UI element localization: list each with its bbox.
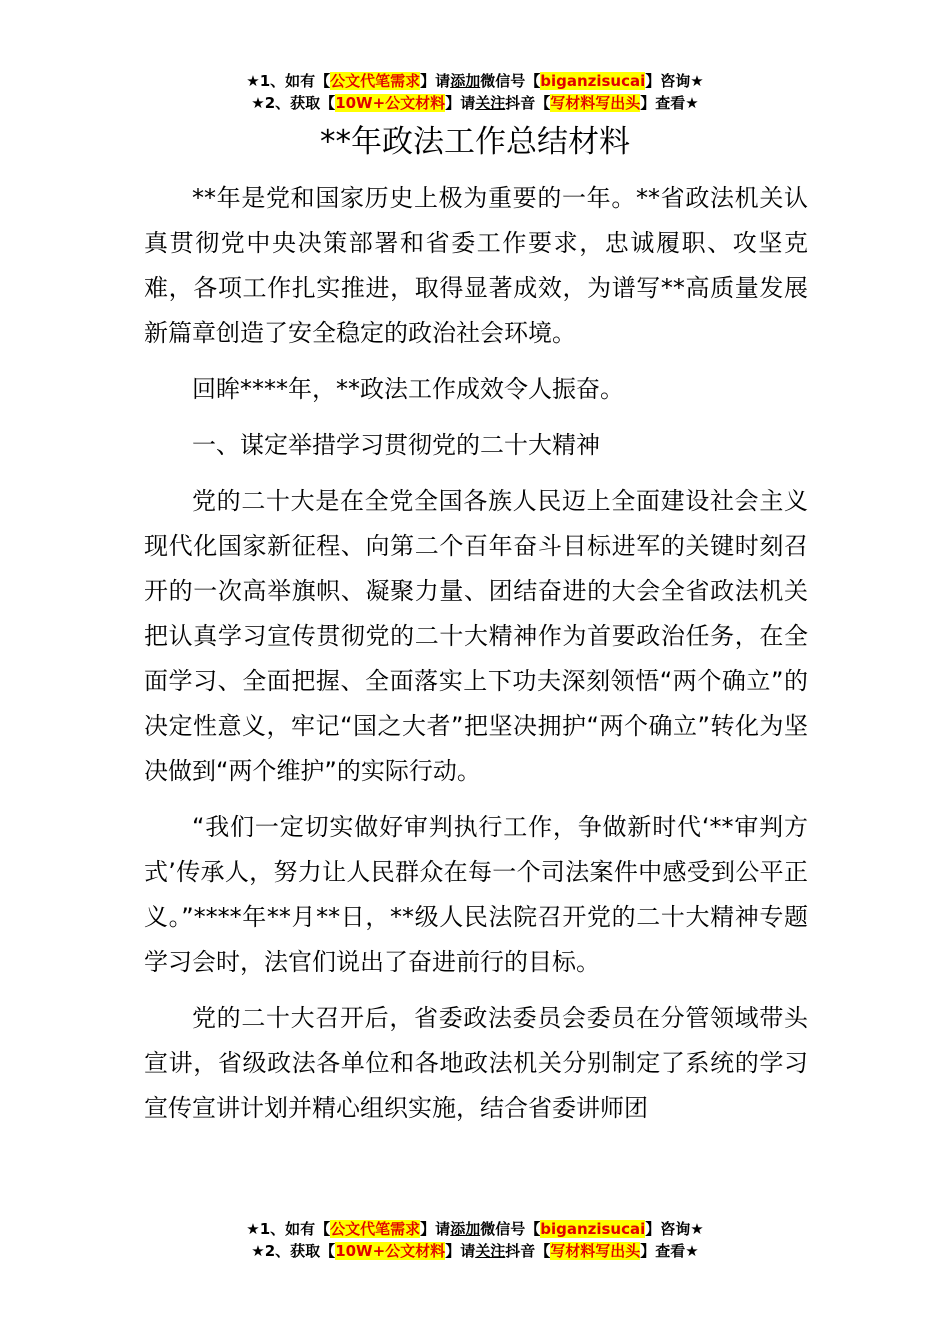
banner-text: 抖音【: [505, 94, 551, 112]
banner-text: 微信号【: [480, 72, 541, 90]
paragraph-quote: “我们一定切实做好审判执行工作，争做新时代‘**审判方式’传承人，努力让人民群众在每一个司法案件中感受到公平正义。”****年**月**日，**级人民法院召开党的二十大精神专题学习会时，法官们说出了奋进前行的目标。: [144, 813, 808, 976]
highlight-text: 公文代笔需求: [330, 1220, 421, 1238]
footer-banner: [0, 1218, 950, 1262]
underlined-text: 添加: [450, 72, 481, 90]
banner-text: ★1、如有【: [246, 1220, 331, 1238]
header-banner: [0, 70, 950, 114]
paragraph-review: 回眸****年，**政法工作成效令人振奋。: [192, 375, 624, 403]
wechat-id: biganzisucai: [540, 72, 646, 90]
banner-line-1: [0, 70, 950, 92]
banner-text: 】请: [445, 94, 476, 112]
document-body: [144, 176, 808, 1142]
paragraph-congress: 党的二十大是在全党全国各族人民迈上全面建设社会主义现代化国家新征程、向第二个百年奋斗目标进军的关键时刻召开的一次高举旗帜、凝聚力量、团结奋进的大会全省政法机关把认真学习宣传贯彻党的二十大精神作为首要政治任务，在全面学习、全面把握、全面落实上下功夫深刻领悟“两个确立”的决定性意义，牢记“国之大者”把坚决拥护“两个确立”转化为坚决做到“两个维护”的实际行动。: [144, 487, 808, 785]
banner-text: 】查看★: [640, 94, 699, 112]
underlined-text: 关注: [475, 94, 506, 112]
document-title: **年政法工作总结材料: [320, 124, 630, 160]
banner-text: ★1、如有【: [246, 72, 331, 90]
banner-text: 】查看★: [640, 1242, 699, 1260]
banner-text: 】请: [420, 1220, 451, 1238]
douyin-name: 写材料写出头: [550, 1242, 641, 1260]
paragraph-intro: **年是党和国家历史上极为重要的一年。**省政法机关认真贯彻党中央决策部署和省委工作要求，忠诚履职、攻坚克难，各项工作扎实推进，取得显著成效，为谱写**高质量发展新篇章创造了安全稳定的政治社会环境。: [144, 184, 808, 347]
banner-text: 】咨询★: [645, 1220, 704, 1238]
highlight-text: 公文代笔需求: [330, 72, 421, 90]
highlight-text: 10W+公文材料: [335, 1242, 446, 1260]
banner-text: ★2、获取【: [251, 94, 336, 112]
banner-line-1: [0, 1218, 950, 1240]
banner-line-2: [0, 1240, 950, 1262]
underlined-text: 关注: [475, 1242, 506, 1260]
paragraph-promotion: 党的二十大召开后，省委政法委员会委员在分管领域带头宣讲，省级政法各单位和各地政法机关分别制定了系统的学习宣传宣讲计划并精心组织实施，结合省委讲师团: [144, 1004, 808, 1122]
douyin-name: 写材料写出头: [550, 94, 641, 112]
underlined-text: 添加: [450, 1220, 481, 1238]
section-heading-1: 一、谋定举措学习贯彻党的二十大精神: [192, 431, 600, 459]
banner-text: 抖音【: [505, 1242, 551, 1260]
banner-text: 】咨询★: [645, 72, 704, 90]
highlight-text: 10W+公文材料: [335, 94, 446, 112]
banner-text: ★2、获取【: [251, 1242, 336, 1260]
banner-text: 】请: [420, 72, 451, 90]
banner-line-2: [0, 92, 950, 114]
banner-text: 】请: [445, 1242, 476, 1260]
wechat-id: biganzisucai: [540, 1220, 646, 1238]
banner-text: 微信号【: [480, 1220, 541, 1238]
